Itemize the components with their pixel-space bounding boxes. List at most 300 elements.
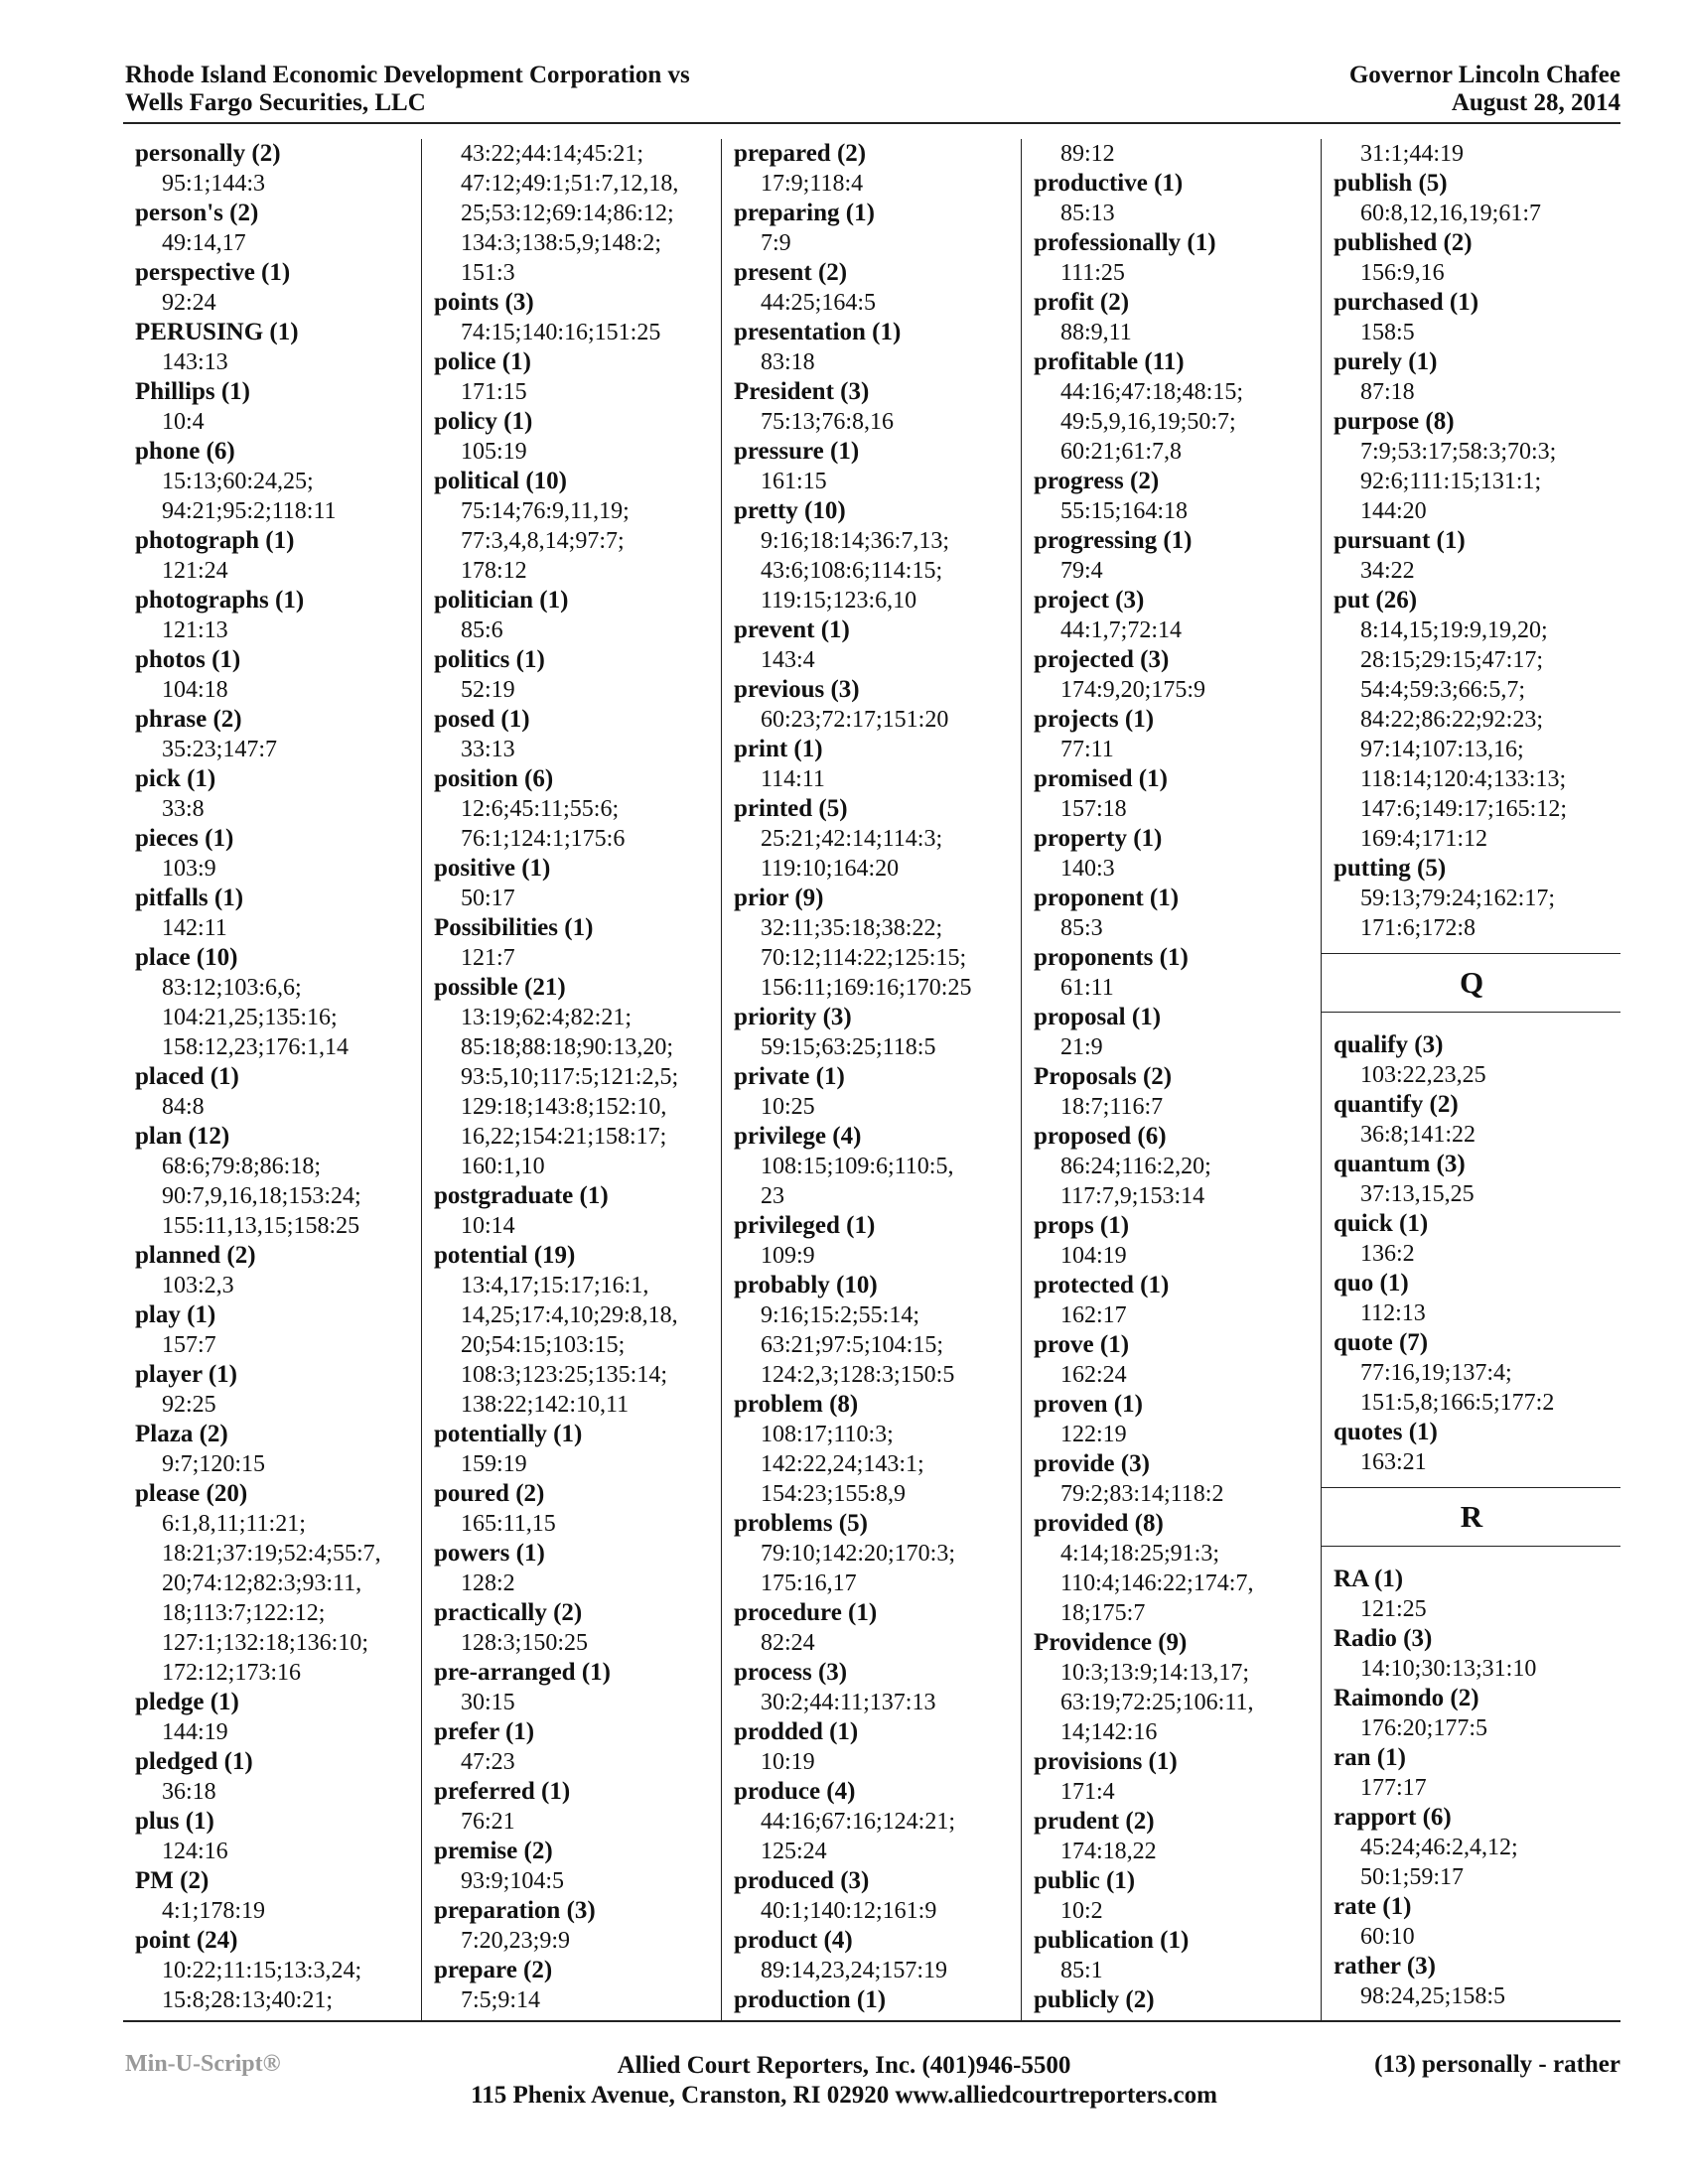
index-term: rather (3) xyxy=(1334,1953,1436,1979)
index-refs xyxy=(434,1747,721,1777)
page-line-ref: 18;175:7 xyxy=(1060,1600,1146,1626)
index-entry xyxy=(1334,347,1620,407)
index-refs xyxy=(434,318,721,347)
index-term: posed (1) xyxy=(434,706,530,733)
index-refs xyxy=(1334,1120,1620,1150)
index-term: preferred (1) xyxy=(434,1778,571,1805)
page-line-ref: 52:19 xyxy=(461,677,515,703)
page-line-ref: 76:1;124:1;175:6 xyxy=(461,826,626,852)
page-line-ref: 121:24 xyxy=(162,558,228,584)
index-entry xyxy=(135,645,421,705)
index-entry xyxy=(434,705,721,764)
page-line-ref: 44:25;164:5 xyxy=(761,290,877,316)
index-refs xyxy=(434,1985,721,2015)
index-term: player (1) xyxy=(135,1361,237,1388)
page-line-ref: 79:2;83:14;118:2 xyxy=(1060,1481,1224,1507)
index-entry xyxy=(734,437,1021,496)
index-term: prepare (2) xyxy=(434,1957,553,1983)
index-refs xyxy=(135,288,421,318)
index-refs xyxy=(1034,675,1321,705)
index-refs xyxy=(1334,1179,1620,1209)
reporter-address-web: 115 Phenix Avenue, Cranston, RI 02920 www.alliedcourtreporters.com xyxy=(471,2082,1217,2109)
index-entry xyxy=(1334,854,1620,943)
page-line-ref: 114:11 xyxy=(761,766,825,792)
page-line-ref: 49:14,17 xyxy=(162,230,246,256)
page-line-ref: 47:23 xyxy=(461,1749,515,1775)
page-range: (13) personally - rather xyxy=(1374,2051,1620,2078)
page-line-ref: 138:22;142:10,11 xyxy=(461,1392,630,1418)
index-column-1 xyxy=(123,139,421,2020)
index-refs xyxy=(1334,1922,1620,1952)
index-refs xyxy=(734,824,1021,884)
index-refs xyxy=(135,1449,421,1479)
index-refs xyxy=(135,1390,421,1420)
page-line-ref: 59:13;79:24;162:17; xyxy=(1360,886,1556,911)
page-line-ref: 34:22 xyxy=(1360,558,1415,584)
index-entry xyxy=(135,1479,421,1688)
index-entry xyxy=(1334,1418,1620,1477)
index-entry xyxy=(734,1985,1021,2015)
index-refs xyxy=(734,1092,1021,1122)
case-line-1: Rhode Island Economic Development Corporation vs xyxy=(125,62,690,88)
index-entry xyxy=(135,1747,421,1807)
index-entry xyxy=(1034,824,1321,884)
index-term: publicly (2) xyxy=(1034,1986,1155,2013)
index-entry xyxy=(434,1420,721,1479)
page-line-ref: 92:24 xyxy=(162,290,216,316)
page-line-ref: 44:16;67:16;124:21; xyxy=(761,1809,956,1835)
page-line-ref: 124:2,3;128:3;150:5 xyxy=(761,1362,955,1388)
index-entry xyxy=(1334,407,1620,526)
page-line-ref: 36:8;141:22 xyxy=(1360,1122,1477,1148)
index-term: point (24) xyxy=(135,1927,238,1954)
page-line-ref: 105:19 xyxy=(461,439,527,465)
index-refs xyxy=(135,675,421,705)
page-line-ref: 36:18 xyxy=(162,1779,216,1805)
index-term: put (26) xyxy=(1334,587,1418,614)
index-refs xyxy=(1034,1658,1321,1747)
index-refs xyxy=(1034,973,1321,1003)
index-term: public (1) xyxy=(1034,1867,1136,1894)
page-line-ref: 104:19 xyxy=(1060,1243,1127,1269)
index-term: proposal (1) xyxy=(1034,1004,1162,1030)
index-term: profit (2) xyxy=(1034,289,1130,316)
index-entry xyxy=(1034,526,1321,586)
index-entry xyxy=(1334,1328,1620,1418)
index-entry xyxy=(135,1688,421,1747)
page-line-ref: 9:16;15:2;55:14; xyxy=(761,1302,920,1328)
page-line-ref: 77:11 xyxy=(1060,737,1114,762)
index-refs xyxy=(434,675,721,705)
page-line-ref: 143:4 xyxy=(761,647,815,673)
page-line-ref: 163:21 xyxy=(1360,1449,1427,1475)
index-entry xyxy=(135,943,421,1062)
page-line-ref: 7:5;9:14 xyxy=(461,1987,541,2013)
index-refs xyxy=(734,1241,1021,1271)
page-line-ref: 175:16,17 xyxy=(761,1570,857,1596)
index-term: prudent (2) xyxy=(1034,1808,1155,1835)
index-term: provisions (1) xyxy=(1034,1748,1178,1775)
index-term: preparing (1) xyxy=(734,200,875,226)
page-line-ref: 159:19 xyxy=(461,1451,527,1477)
index-entry xyxy=(135,139,421,199)
header-witness-date xyxy=(1349,62,1620,117)
page-line-ref: 16,22;154:21;158:17; xyxy=(461,1124,667,1150)
index-term: pre-arranged (1) xyxy=(434,1659,611,1686)
index-term: Plaza (2) xyxy=(135,1421,228,1447)
section-letter: R xyxy=(1322,1487,1620,1547)
page-line-ref: 14:10;30:13;31:10 xyxy=(1360,1656,1537,1682)
index-refs xyxy=(734,1688,1021,1717)
page-line-ref: 17:9;118:4 xyxy=(761,171,864,197)
page-line-ref: 74:15;140:16;151:25 xyxy=(461,320,661,345)
page-line-ref: 90:7,9,16,18;153:24; xyxy=(162,1183,361,1209)
page-line-ref: 127:1;132:18;136:10; xyxy=(162,1630,369,1656)
page-line-ref: 158:5 xyxy=(1360,320,1415,345)
index-entry xyxy=(734,794,1021,884)
index-term: quick (1) xyxy=(1334,1210,1429,1237)
index-term: proven (1) xyxy=(1034,1391,1143,1418)
index-entry xyxy=(734,258,1021,318)
index-refs xyxy=(434,735,721,764)
index-entry xyxy=(734,1926,1021,1985)
index-entry xyxy=(1034,1330,1321,1390)
page-line-ref: 77:3,4,8,14;97:7; xyxy=(461,528,625,554)
page-line-ref: 18;113:7;122:12; xyxy=(162,1600,326,1626)
page-line-ref: 144:20 xyxy=(1360,498,1427,524)
index-refs xyxy=(135,1837,421,1866)
page-line-ref: 112:13 xyxy=(1360,1300,1426,1326)
index-term: projected (3) xyxy=(1034,646,1170,673)
index-entry xyxy=(1034,884,1321,943)
index-refs xyxy=(434,884,721,913)
index-entry xyxy=(135,1241,421,1300)
index-term: produce (4) xyxy=(734,1778,856,1805)
index-entry xyxy=(1034,467,1321,526)
index-entry xyxy=(734,735,1021,794)
page-line-ref: 172:12;173:16 xyxy=(162,1660,302,1686)
index-refs xyxy=(1034,1420,1321,1449)
index-refs xyxy=(434,1807,721,1837)
word-index xyxy=(123,139,1620,2020)
page-line-ref: 18:7;116:7 xyxy=(1060,1094,1164,1120)
index-term: quantum (3) xyxy=(1334,1151,1466,1177)
index-refs xyxy=(434,1509,721,1539)
index-entry xyxy=(434,407,721,467)
page-line-ref: 125:24 xyxy=(761,1839,827,1864)
index-refs xyxy=(734,1300,1021,1390)
index-term: politics (1) xyxy=(434,646,545,673)
index-refs xyxy=(1334,1239,1620,1269)
index-refs xyxy=(1334,199,1620,228)
page-line-ref: 35:23;147:7 xyxy=(162,737,278,762)
page-line-ref: 110:4;146:22;174:7, xyxy=(1060,1570,1254,1596)
index-refs xyxy=(135,556,421,586)
page-line-ref: 15:13;60:24,25; xyxy=(162,469,314,494)
page-line-ref: 140:3 xyxy=(1060,856,1115,882)
page-line-ref: 45:24;46:2,4,12; xyxy=(1360,1835,1518,1860)
index-entry xyxy=(1334,1952,1620,2011)
page-line-ref: 79:10;142:20;170:3; xyxy=(761,1541,956,1567)
index-entry xyxy=(434,1479,721,1539)
index-term: place (10) xyxy=(135,944,238,971)
index-refs xyxy=(1334,884,1620,943)
index-term: President (3) xyxy=(734,378,870,405)
page-line-ref: 43:6;108:6;114:15; xyxy=(761,558,943,584)
page-line-ref: 177:17 xyxy=(1360,1775,1427,1801)
index-entry xyxy=(734,1062,1021,1122)
page-line-ref: 151:5,8;166:5;177:2 xyxy=(1360,1390,1555,1416)
index-refs xyxy=(135,467,421,526)
index-entry xyxy=(434,1658,721,1717)
page-line-ref: 119:15;123:6,10 xyxy=(761,588,917,614)
index-term: proponent (1) xyxy=(1034,885,1180,911)
index-entry xyxy=(434,347,721,407)
index-term: practically (2) xyxy=(434,1599,583,1626)
index-refs xyxy=(1334,139,1620,169)
index-term: private (1) xyxy=(734,1063,845,1090)
index-entry xyxy=(434,467,721,586)
page-line-ref: 122:19 xyxy=(1060,1422,1127,1447)
index-term: quantify (2) xyxy=(1334,1091,1459,1118)
index-refs xyxy=(734,1896,1021,1926)
page-line-ref: 40:1;140:12;161:9 xyxy=(761,1898,937,1924)
index-refs xyxy=(1034,556,1321,586)
index-refs xyxy=(1034,1956,1321,1985)
index-column-4 xyxy=(1021,139,1321,2020)
index-refs xyxy=(135,1271,421,1300)
index-entry xyxy=(1034,1003,1321,1062)
index-refs xyxy=(434,1449,721,1479)
index-entry xyxy=(434,586,721,645)
page-line-ref: 124:16 xyxy=(162,1839,228,1864)
index-entry xyxy=(135,1122,421,1241)
index-entry xyxy=(135,526,421,586)
page-line-ref: 18:21;37:19;52:4;55:7, xyxy=(162,1541,381,1567)
index-term: quo (1) xyxy=(1334,1270,1409,1297)
page-line-ref: 44:16;47:18;48:15; xyxy=(1060,379,1244,405)
index-term: please (20) xyxy=(135,1480,248,1507)
index-term: police (1) xyxy=(434,348,531,375)
index-entry xyxy=(1334,1743,1620,1803)
page-line-ref: 75:13;76:8,16 xyxy=(761,409,895,435)
page-line-ref: 171:15 xyxy=(461,379,527,405)
page-line-ref: 156:9,16 xyxy=(1360,260,1445,286)
page-line-ref: 63:21;97:5;104:15; xyxy=(761,1332,944,1358)
header-divider xyxy=(123,122,1620,124)
page-line-ref: 165:11,15 xyxy=(461,1511,556,1537)
index-refs xyxy=(1034,913,1321,943)
page-line-ref: 10:19 xyxy=(761,1749,815,1775)
index-entry xyxy=(1334,1892,1620,1952)
index-term: priority (3) xyxy=(734,1004,852,1030)
index-entry xyxy=(734,884,1021,1003)
index-term: prior (9) xyxy=(734,885,824,911)
index-refs xyxy=(135,615,421,645)
index-refs xyxy=(1034,615,1321,645)
index-entry xyxy=(734,1598,1021,1658)
index-refs xyxy=(434,943,721,973)
index-refs xyxy=(1334,1060,1620,1090)
reporter-name-phone: Allied Court Reporters, Inc. (401)946-5500 xyxy=(617,2052,1071,2079)
index-term: pledge (1) xyxy=(135,1689,239,1715)
page-line-ref: 93:9;104:5 xyxy=(461,1868,565,1894)
index-entry xyxy=(734,1509,1021,1598)
index-entry xyxy=(1334,1209,1620,1269)
index-entry xyxy=(135,1360,421,1420)
index-term: PM (2) xyxy=(135,1867,210,1894)
page-line-ref: 20;54:15;103:15; xyxy=(461,1332,626,1358)
page-line-ref: 54:4;59:3;66:5,7; xyxy=(1360,677,1526,703)
index-entry xyxy=(1034,586,1321,645)
index-entry xyxy=(1334,1624,1620,1684)
index-term: prove (1) xyxy=(1034,1331,1130,1358)
page-line-ref: 31:1;44:19 xyxy=(1360,141,1465,167)
index-term: problems (5) xyxy=(734,1510,868,1537)
page-line-ref: 32:11;35:18;38:22; xyxy=(761,915,943,941)
index-refs xyxy=(1034,1837,1321,1866)
index-entry xyxy=(1034,1628,1321,1747)
index-term: print (1) xyxy=(734,736,823,762)
index-entry xyxy=(1334,1803,1620,1892)
index-refs xyxy=(135,973,421,1062)
index-entry xyxy=(135,1062,421,1122)
index-entry xyxy=(734,1717,1021,1777)
index-term: purchased (1) xyxy=(1334,289,1479,316)
page-line-ref: 49:5,9,16,19;50:7; xyxy=(1060,409,1236,435)
page-line-ref: 161:15 xyxy=(761,469,827,494)
page-line-ref: 83:12;103:6,6; xyxy=(162,975,302,1001)
index-term: Radio (3) xyxy=(1334,1625,1433,1652)
page-line-ref: 108:3;123:25;135:14; xyxy=(461,1362,668,1388)
page-line-ref: 176:20;177:5 xyxy=(1360,1715,1488,1741)
index-term: phone (6) xyxy=(135,438,235,465)
index-refs xyxy=(1334,1713,1620,1743)
index-term: presentation (1) xyxy=(734,319,902,345)
page-line-ref: 88:9,11 xyxy=(1060,320,1132,345)
page-line-ref: 85:3 xyxy=(1060,915,1103,941)
index-entry xyxy=(434,1539,721,1598)
deposition-date: August 28, 2014 xyxy=(1451,89,1620,116)
index-refs xyxy=(135,1777,421,1807)
page-line-ref: 118:14;120:4;133:13; xyxy=(1360,766,1567,792)
index-refs xyxy=(1034,1032,1321,1062)
page-line-ref: 169:4;171:12 xyxy=(1360,826,1488,852)
index-refs xyxy=(135,1330,421,1360)
page-line-ref: 44:1,7;72:14 xyxy=(1060,617,1183,643)
index-term: PERUSING (1) xyxy=(135,319,299,345)
index-term: rate (1) xyxy=(1334,1893,1412,1920)
index-column-2 xyxy=(421,139,721,2020)
index-refs xyxy=(1034,1152,1321,1211)
index-entry xyxy=(1034,1062,1321,1122)
index-entry xyxy=(1334,1684,1620,1743)
page-line-ref: 33:13 xyxy=(461,737,515,762)
index-term: progressing (1) xyxy=(1034,527,1193,554)
index-term: powers (1) xyxy=(434,1540,545,1567)
page-line-ref: 43:22;44:14;45:21; xyxy=(461,141,644,167)
page-line-ref: 147:6;149:17;165:12; xyxy=(1360,796,1568,822)
index-column-5 xyxy=(1321,139,1620,2020)
index-entry xyxy=(734,1390,1021,1509)
index-refs xyxy=(1334,615,1620,854)
index-term: promised (1) xyxy=(1034,765,1168,792)
page-line-ref: 10:22;11:15;13:3,24; xyxy=(162,1958,362,1983)
index-term: publication (1) xyxy=(1034,1927,1190,1954)
page-line-ref: 10:3;13:9;14:13,17; xyxy=(1060,1660,1250,1686)
index-refs xyxy=(434,496,721,586)
page-line-ref: 12:6;45:11;55:6; xyxy=(461,796,620,822)
index-entry xyxy=(1034,288,1321,347)
index-entry xyxy=(734,377,1021,437)
section-letter: Q xyxy=(1322,953,1620,1013)
page-line-ref: 76:21 xyxy=(461,1809,515,1835)
page-line-ref: 82:24 xyxy=(761,1630,815,1656)
index-term: points (3) xyxy=(434,289,534,316)
index-term: pretty (10) xyxy=(734,497,846,524)
page-line-ref: 30:2;44:11;137:13 xyxy=(761,1690,936,1715)
index-refs xyxy=(1034,1479,1321,1509)
index-entry xyxy=(434,645,721,705)
index-term: planned (2) xyxy=(135,1242,256,1269)
index-entry xyxy=(1034,645,1321,705)
index-term: pitfalls (1) xyxy=(135,885,244,911)
index-entry xyxy=(135,1420,421,1479)
index-term: protected (1) xyxy=(1034,1272,1170,1298)
index-term: pieces (1) xyxy=(135,825,234,852)
page-line-ref: 10:4 xyxy=(162,409,205,435)
index-term: play (1) xyxy=(135,1301,216,1328)
index-entry xyxy=(734,199,1021,258)
index-term: qualify (3) xyxy=(1334,1031,1444,1058)
index-term: putting (5) xyxy=(1334,855,1447,882)
page-line-ref: 75:14;76:9,11,19; xyxy=(461,498,630,524)
index-entry xyxy=(135,586,421,645)
index-entry xyxy=(135,318,421,377)
index-refs xyxy=(1034,794,1321,824)
page-line-ref: 117:7,9;153:14 xyxy=(1060,1183,1205,1209)
page-line-ref: 13:4,17;15:17;16:1, xyxy=(461,1273,649,1298)
index-term: provided (8) xyxy=(1034,1510,1164,1537)
index-entry xyxy=(1034,1807,1321,1866)
page-line-ref: 68:6;79:8;86:18; xyxy=(162,1154,322,1179)
page-line-ref: 10:25 xyxy=(761,1094,815,1120)
index-refs xyxy=(1034,1092,1321,1122)
index-term: Phillips (1) xyxy=(135,378,250,405)
index-refs xyxy=(1034,199,1321,228)
page-line-ref: 25;53:12;69:14;86:12; xyxy=(461,201,674,226)
index-entry xyxy=(135,437,421,526)
index-term: rapport (6) xyxy=(1334,1804,1452,1831)
index-refs xyxy=(734,1956,1021,1985)
index-refs xyxy=(1334,1594,1620,1624)
index-refs xyxy=(734,526,1021,615)
index-refs xyxy=(1034,1539,1321,1628)
index-term: production (1) xyxy=(734,1986,887,2013)
index-entry xyxy=(734,615,1021,675)
index-entry xyxy=(734,1777,1021,1866)
page-line-ref: 61:11 xyxy=(1060,975,1114,1001)
index-entry xyxy=(734,1658,1021,1717)
index-term: plan (12) xyxy=(135,1123,230,1150)
page-line-ref: 95:1;144:3 xyxy=(162,171,266,197)
page-line-ref: 70:12;114:22;125:15; xyxy=(761,945,967,971)
page-line-ref: 171:6;172:8 xyxy=(1360,915,1477,941)
page-line-ref: 8:14,15;19:9,19,20; xyxy=(1360,617,1548,643)
index-term: probably (10) xyxy=(734,1272,878,1298)
index-entry xyxy=(1034,1866,1321,1926)
index-entry xyxy=(734,139,1021,199)
